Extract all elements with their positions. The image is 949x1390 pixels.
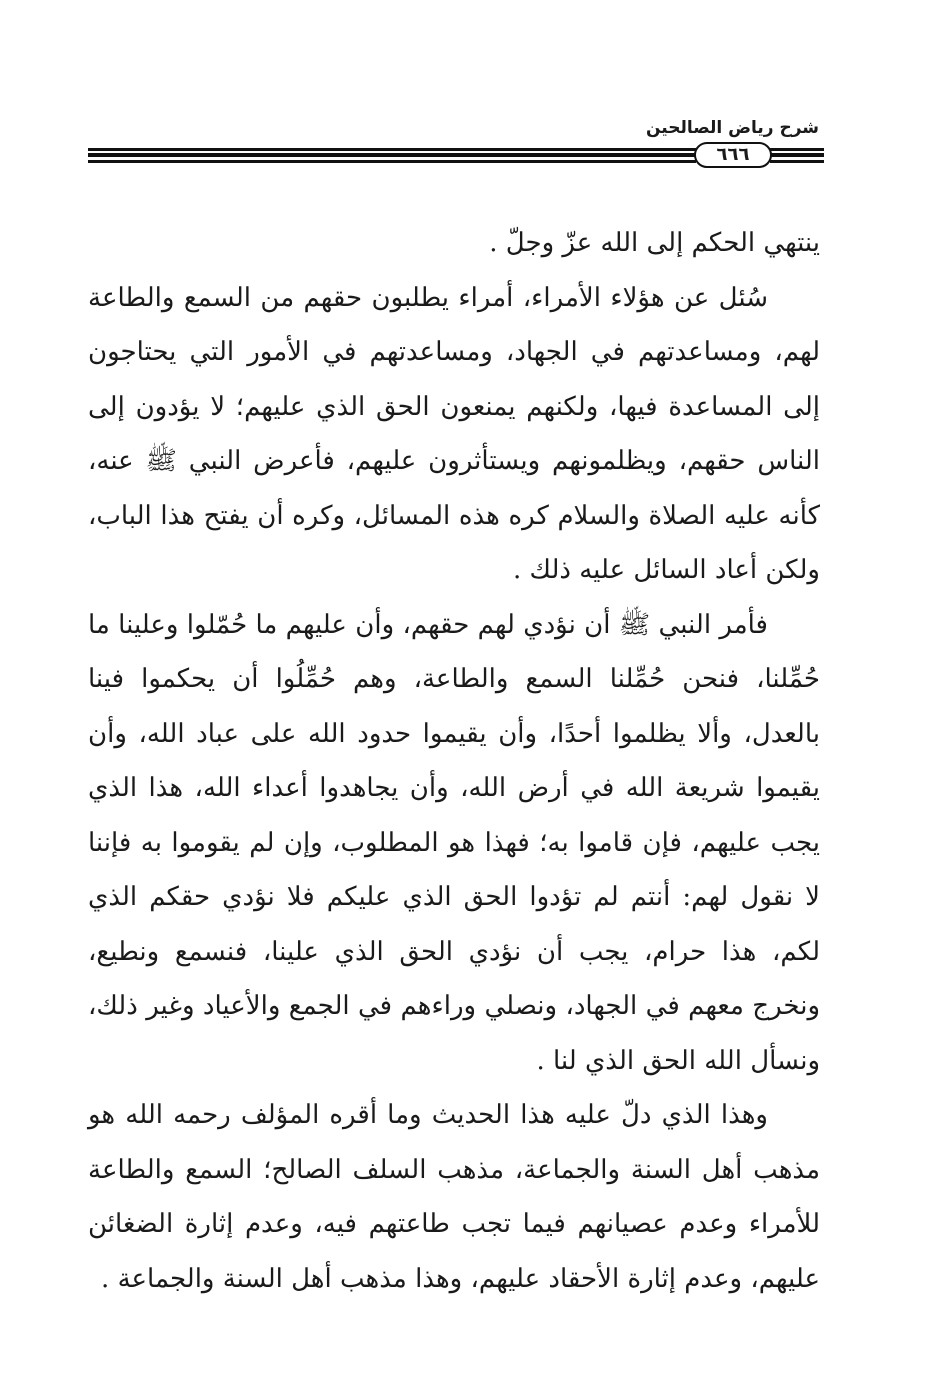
page-number: ٦٦٦	[694, 142, 772, 168]
running-title: شرح رياض الصالحين	[645, 118, 819, 138]
header-rule-line	[88, 148, 696, 151]
header-rule	[88, 142, 824, 168]
paragraph: فأمر النبي ﷺ أن نؤدي لهم حقهم، وأن عليهم ما حُمّلوا وعلينا ما حُمِّلنا، فنحن حُمِّلنا السمع والطاعة، وهم حُمِّلُوا أن يحكموا فينا بالعدل، وألا يظلموا أحدًا، وأن يقيموا حدود الله على عباد الله، وأن يقيموا شريعة الله في أرض الله، وأن يجاهدوا أعداء الله، هذا الذي يجب عليهم، فإن قاموا به؛ فهذا هو المطلوب، وإن لم يقوموا به فإننا لا نقول لهم: أنتم لم تؤدوا الحق الذي عليكم فلا نؤدي حقكم الذي لكم، هذا حرام، يجب أن نؤدي الحق الذي علينا، فنسمع ونطيع، ونخرج معهم في الجهاد، ونصلي وراءهم في الجمع والأعياد وغير ذلك، ونسأل الله الحق الذي لنا .	[88, 609, 820, 1076]
header-rule-line	[88, 153, 696, 157]
header-rule-line	[770, 160, 824, 163]
header-rule-line	[770, 148, 824, 151]
paragraph: ينتهي الحكم إلى الله عزّ وجلّ .	[489, 228, 820, 258]
body-text	[88, 216, 820, 1306]
header-rule-line	[770, 153, 824, 157]
paragraph: سُئل عن هؤلاء الأمراء، أمراء يطلبون حقهم من السمع والطاعة لهم، ومساعدتهم في الجهاد، ومساعدتهم في الأمور التي يحتاجون إلى المساعدة فيها، ولكنهم يمنعون الحق الذي عليهم؛ لا يؤدون إلى الناس حقهم، ويظلمونهم ويستأثرون عليهم، فأعرض النبي ﷺ عنه، كأنه عليه الصلاة والسلام كره هذه المسائل، وكره أن يفتح هذا الباب، ولكن أعاد السائل عليه ذلك .	[88, 282, 820, 585]
header-rule-line	[88, 160, 696, 163]
paragraph: وهذا الذي دلّ عليه هذا الحديث وما أقره المؤلف رحمه الله هو مذهب أهل السنة والجماعة، مذهب السلف الصالح؛ السمع والطاعة للأمراء وعدم عصيانهم فيما تجب طاعتهم فيه، وعدم إثارة الضغائن عليهم، وعدم إثارة الأحقاد عليهم، وهذا مذهب أهل السنة والجماعة .	[88, 1100, 820, 1294]
